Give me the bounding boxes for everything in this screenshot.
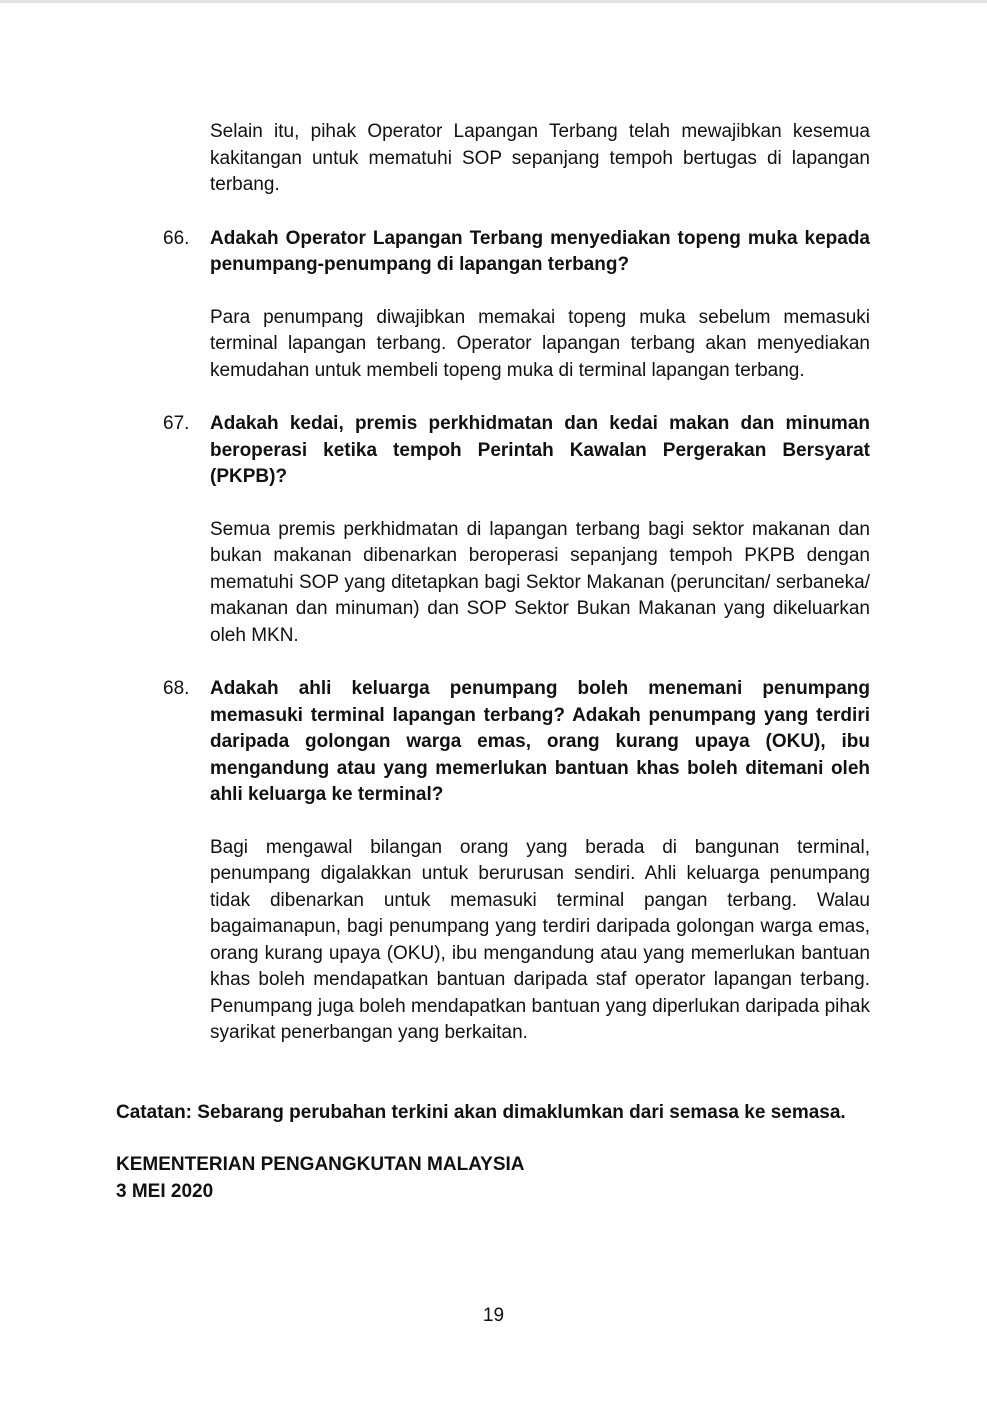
answer-text: Semua premis perkhidmatan di lapangan terbang bagi sektor makanan dan bukan makanan dibenarkan beroperasi sepanjang tempoh PKPB dengan mematuhi SOP yang ditetapkan bagi Sektor Makanan (peruncitan/ serbaneka/ makanan dan minuman) dan SOP Sektor Bukan Makanan yang dikeluarkan oleh MKN. [210, 518, 870, 646]
page-content [116, 119, 870, 1205]
question-number: 67. [163, 413, 190, 434]
faq-item-67 [116, 411, 870, 649]
faq-item-66 [116, 226, 870, 385]
ministry-name: KEMENTERIAN PENGANGKUTAN MALAYSIA [116, 1154, 525, 1175]
faq-item-68 [116, 676, 870, 1047]
note-catatan: Catatan: Sebarang perubahan terkini akan dimaklumkan dari semasa ke semasa. [116, 1101, 846, 1123]
page-number: 19 [482, 1305, 505, 1326]
question-number: 66. [163, 227, 190, 249]
question-text: Adakah kedai, premis perkhidmatan dan kedai makan dan minuman beroperasi ketika tempoh Perintah Kawalan Pergerakan Bersyarat (PKPB)? [210, 413, 870, 487]
question-text: Adakah Operator Lapangan Terbang menyediakan topeng muka kepada penumpang-penumpang di lapangan terbang? [210, 227, 870, 275]
signature-block [116, 1152, 870, 1205]
document-date: 3 MEI 2020 [116, 1180, 214, 1202]
top-edge-rule [0, 0, 987, 3]
intro-paragraph: Selain itu, pihak Operator Lapangan Terbang telah mewajibkan kesemua kakitangan untuk mematuhi SOP sepanjang tempoh bertugas di lapangan terbang. [210, 121, 870, 195]
question-text: Adakah ahli keluarga penumpang boleh menemani penumpang memasuki terminal lapangan terbang? Adakah penumpang yang terdiri daripada golongan warga emas, orang kurang upaya (OKU), ibu mengandung atau yang memerlukan bantuan khas boleh ditemani oleh ahli keluarga ke terminal? [210, 678, 870, 805]
question-number: 68. [163, 678, 190, 699]
answer-text: Para penumpang diwajibkan memakai topeng muka sebelum memasuki terminal lapangan terbang. Operator lapangan terbang akan menyediakan kemudahan untuk membeli topeng muka di terminal lapangan terbang. [210, 306, 870, 381]
answer-text: Bagi mengawal bilangan orang yang berada di bangunan terminal, penumpang digalakkan untuk berurusan sendiri. Ahli keluarga penumpang tidak dibenarkan untuk memasuki terminal pangan terbang. Walau bagaimanapun, bagi penumpang yang terdiri daripada golongan warga emas, orang kurang upaya (OKU), ibu mengandung atau yang memerlukan bantuan khas boleh mendapatkan bantuan daripada staf operator lapangan terbang. Penumpang juga boleh mendapatkan bantuan yang diperlukan daripada pihak syarikat penerbangan yang berkaitan. [210, 836, 870, 1043]
